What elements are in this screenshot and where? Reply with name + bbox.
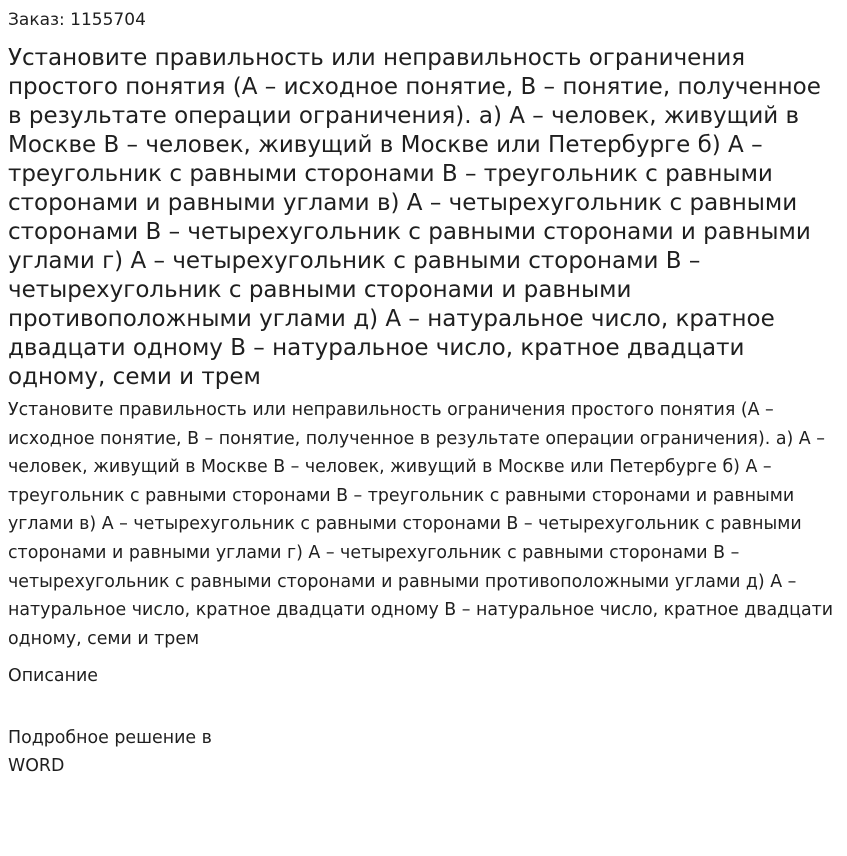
task-title: Установите правильность или неправильность ограничения простого понятия (А – исходное понятие, В – понятие, полученное в результате операции ограничения). а) А – человек, живущий в Москве В – человек, живущий в Москве или Петербурге б) А – треугольник с равными сторонами В – треугольник с равными сторонами и равными углами в) А – четырехугольник с равными сторонами В – четырехугольник с равными сторонами и равными углами г) А – четырехугольник с равными сторонами В – четырехугольник с равными сторонами и равными противоположными углами д) А – натуральное число, кратное двадцати одному В – натуральное число, кратное двадцати одному, семи и трем	[8, 45, 821, 390]
description-heading: Описание	[8, 666, 98, 687]
task-text: Установите правильность или неправильность ограничения простого понятия (А – исходное понятие, В – понятие, полученное в результате операции ограничения). а) А – человек, живущий в Москве В – человек, живущий в Москве или Петербурге б) А – треугольник с равными сторонами В – треугольник с равными сторонами и равными углами в) А – четырехугольник с равными сторонами В – четырехугольник с равными сторонами и равными углами г) А – четырехугольник с равными сторонами В – четырехугольник с равными сторонами и равными противоположными углами д) А – натуральное число, кратное двадцати одному В – натуральное число, кратное двадцати одному, семи и трем	[8, 400, 834, 649]
solution-note: Подробное решение в WORD	[8, 728, 212, 777]
order-number: Заказ: 1155704	[8, 10, 146, 30]
